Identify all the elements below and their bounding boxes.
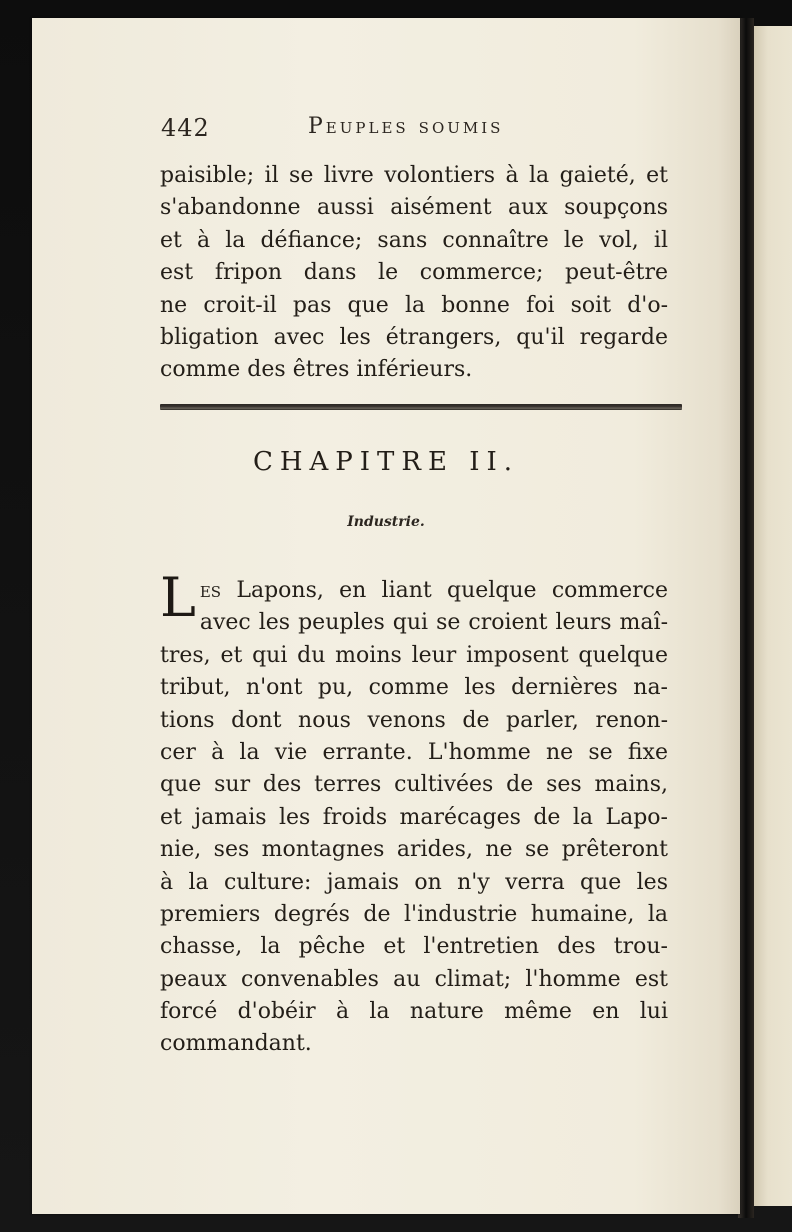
text-line: tres, et qui du moins leur imposent quelque xyxy=(160,642,668,668)
text-line: paisible; il se livre volontiers à la gaieté, et xyxy=(160,163,668,188)
text-line: et à la défiance; sans connaître le vol, il xyxy=(160,227,668,253)
text-line: cer à la vie errante. L'homme ne se fixe xyxy=(160,739,668,765)
chapter-subtitle: Industrie. xyxy=(347,514,425,530)
first-line-rest: Lapons, en liant quelque commerce xyxy=(236,578,668,603)
section-divider-rule xyxy=(160,404,682,410)
text-line: comme des êtres inférieurs. xyxy=(160,357,473,383)
text-line: tions dont nous venons de parler, renon- xyxy=(160,707,668,733)
text-line: s'abandonne aussi aisément aux soupçons xyxy=(160,195,668,221)
text-line: ne croit-il pas que la bonne foi soit d'o- xyxy=(160,292,668,318)
first-word-rest: es xyxy=(199,578,222,603)
text-line: commandant. xyxy=(160,1031,312,1057)
text-line: tribut, n'ont pu, comme les dernières na- xyxy=(160,675,668,701)
text-line: à la culture: jamais on n'y verra que les xyxy=(160,869,668,895)
text-line: forcé d'obéir à la nature même en lui xyxy=(160,999,668,1025)
text-line: chasse, la pêche et l'entretien des trou- xyxy=(160,934,668,960)
book-page xyxy=(32,18,740,1214)
running-head: Peuples soumis xyxy=(308,114,504,139)
chapter-title: CHAPITRE II. xyxy=(252,447,520,477)
text-line: est fripon dans le commerce; peut-être xyxy=(160,260,668,286)
text-line: et jamais les froids marécages de la Lapo- xyxy=(160,804,668,830)
text-line: bligation avec les étrangers, qu'il regarde xyxy=(160,324,668,350)
text-line: nie, ses montagnes arides, ne se prêteront xyxy=(160,837,668,863)
paragraph-chapter-opening xyxy=(160,566,668,1061)
drop-cap: L xyxy=(160,566,196,629)
facing-page-edge xyxy=(752,26,792,1206)
paragraph-continued xyxy=(160,160,668,387)
book-gutter xyxy=(738,18,754,1218)
text-line: peaux convenables au climat; l'homme est xyxy=(160,966,668,992)
text-line: avec les peuples qui se croient leurs maî- xyxy=(199,610,668,636)
page-number: 442 xyxy=(161,114,210,142)
text-line: que sur des terres cultivées de ses mains, xyxy=(160,772,668,798)
text-line: premiers degrés de l'industrie humaine, la xyxy=(160,901,668,927)
page-header xyxy=(32,114,740,150)
